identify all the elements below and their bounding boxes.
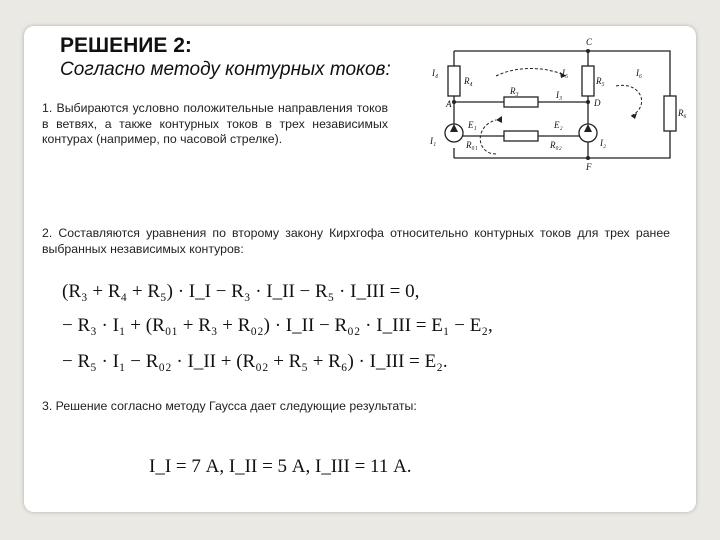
r02-label: R₀₂ <box>550 140 562 150</box>
r3-label: R₃ <box>510 86 519 96</box>
i5-label: I₅ <box>562 68 569 78</box>
equation-2: − R₃ · I₁ + (R₀₁ + R₃ + R₀₂) · I_II − R₀₂ · I_III = E₁ − E₂, <box>62 315 493 336</box>
resistor-r6 <box>664 96 676 131</box>
page-title: РЕШЕНИЕ 2: <box>60 34 192 57</box>
step-2-text: 2. Составляются уравнения по второму закону Кирхгофа относительно контурных токов для трех ранее выбранных независимых контуров: <box>42 226 670 256</box>
equation-1: (R₃ + R₄ + R₅) · I_I − R₃ · I_II − R₅ · I_III = 0, <box>62 281 420 302</box>
resistor-r3 <box>504 97 538 107</box>
i2-label: I₂ <box>600 138 607 148</box>
r6-label: R₆ <box>678 108 687 118</box>
node-f-label: F <box>586 162 592 172</box>
r5-label: R₅ <box>596 76 605 86</box>
page-subtitle: Согласно методу контурных токов: <box>60 59 391 80</box>
result-line: I_I = 7 А, I_II = 5 А, I_III = 11 А. <box>149 456 412 477</box>
e2-label: E₂ <box>554 120 563 130</box>
r01-label: R₀₁ <box>466 140 478 150</box>
circuit-diagram <box>426 36 696 176</box>
i3-label: I₃ <box>556 90 563 100</box>
e1-label: E₁ <box>468 120 477 130</box>
step-3-text: 3. Решение согласно методу Гаусса дает следующие результаты: <box>42 399 417 413</box>
node-d-label: D <box>594 98 601 108</box>
equation-3: − R₅ · I₁ − R₀₂ · I_II + (R₀₂ + R₅ + R₆) · I_III = E₂. <box>62 351 448 372</box>
resistor-r01 <box>504 131 538 141</box>
resistor-r5 <box>582 66 594 96</box>
resistor-r4 <box>448 66 460 96</box>
i4-label: I₄ <box>432 68 439 78</box>
node-a-label: A <box>446 99 452 109</box>
r4-label: R₄ <box>464 76 473 86</box>
i1-label: I₁ <box>430 136 437 146</box>
i6-label: I₆ <box>636 68 643 78</box>
node-c-label: C <box>586 37 593 47</box>
step-1-text: 1. Выбираются условно положительные направления токов в ветвях, а также контурных токов в трех независимых контурах (например, по часовой стрелке). <box>42 101 388 146</box>
